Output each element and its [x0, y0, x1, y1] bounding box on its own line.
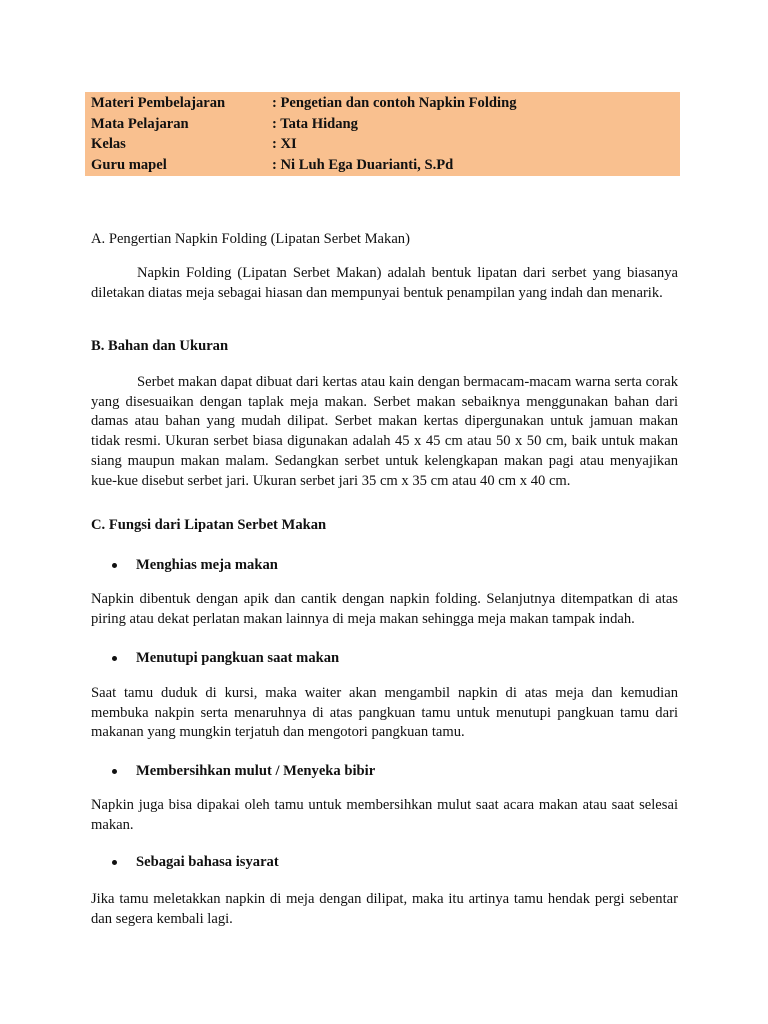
- lesson-info-table: [85, 92, 680, 176]
- info-label: Guru mapel: [91, 156, 167, 173]
- section-a-paragraph: Napkin Folding (Lipatan Serbet Makan) adalah bentuk lipatan dari serbet yang biasanya diletakan diatas meja sebagai hiasan dan mempunyai bentuk penampilan yang indah dan menarik.: [91, 265, 678, 301]
- info-value: : XI: [272, 136, 297, 152]
- bullet-icon: [112, 656, 117, 661]
- function-item-text: Saat tamu duduk di kursi, maka waiter akan mengambil napkin di atas meja dan kemudian membuka nakpin serta menaruhnya di atas pangkuan tamu untuk menutupi pangkuan tamu dari makanan yang mungkin terjatuh dan mengotori pangkuan tamu.: [91, 685, 678, 741]
- info-value: : Tata Hidang: [272, 115, 358, 132]
- function-title-text: Sebagai bahasa isyarat: [136, 854, 279, 870]
- function-item-text: Napkin juga bisa dipakai oleh tamu untuk membersihkan mulut saat acara makan atau saat selesai makan.: [91, 797, 678, 833]
- bullet-icon: [112, 563, 117, 568]
- info-value: : Ni Luh Ega Duarianti, S.Pd: [272, 156, 454, 173]
- info-row-mapel: [91, 114, 674, 135]
- function-title-text: Membersihkan mulut / Menyeka bibir: [136, 763, 376, 779]
- function-title-text: Menghias meja makan: [136, 557, 278, 573]
- section-b-paragraph: Serbet makan dapat dibuat dari kertas atau kain dengan bermacam-macam warna serta corak yang disesuaikan dengan taplak meja makan. Serbet makan sebaiknya menggunakan bahan dari damas atau bahan yang mudah dilipat. Serbet makan kertas dipergunakan untuk jamuan makan tidak resmi. Ukuran serbet biasa digunakan adalah 45 x 45 cm atau 50 x 50 cm, baik untuk makan siang maupun makan malam. Sedangkan serbet untuk kelengkapan makan pagi atau menyajikan kue-kue disebut serbet jari. Ukuran serbet jari 35 cm x 35 cm atau 40 cm x 40 cm.: [91, 374, 678, 489]
- section-a-heading: A. Pengertian Napkin Folding (Lipatan Serbet Makan): [91, 231, 410, 247]
- info-value: : Pengetian dan contoh Napkin Folding: [272, 95, 517, 111]
- section-b-heading: B. Bahan dan Ukuran: [91, 338, 229, 354]
- section-c-heading: C. Fungsi dari Lipatan Serbet Makan: [91, 517, 327, 533]
- function-title-text: Menutupi pangkuan saat makan: [136, 650, 340, 666]
- info-label: Mata Pelajaran: [91, 115, 189, 132]
- info-row-kelas: [91, 134, 674, 155]
- info-label: Kelas: [91, 136, 126, 152]
- info-row-materi: [91, 93, 674, 114]
- function-item-text: Jika tamu meletakkan napkin di meja dengan dilipat, maka itu artinya tamu hendak pergi sebentar dan segera kembali lagi.: [91, 891, 678, 927]
- info-row-guru: [91, 155, 674, 176]
- bullet-icon: [112, 769, 117, 774]
- function-item-text: Napkin dibentuk dengan apik dan cantik dengan napkin folding. Selanjutnya ditempatkan di atas piring atau dekat perlatan makan lainnya di meja makan sehingga meja makan tampak indah.: [91, 591, 678, 627]
- bullet-icon: [112, 860, 117, 865]
- info-label: Materi Pembelajaran: [91, 95, 226, 111]
